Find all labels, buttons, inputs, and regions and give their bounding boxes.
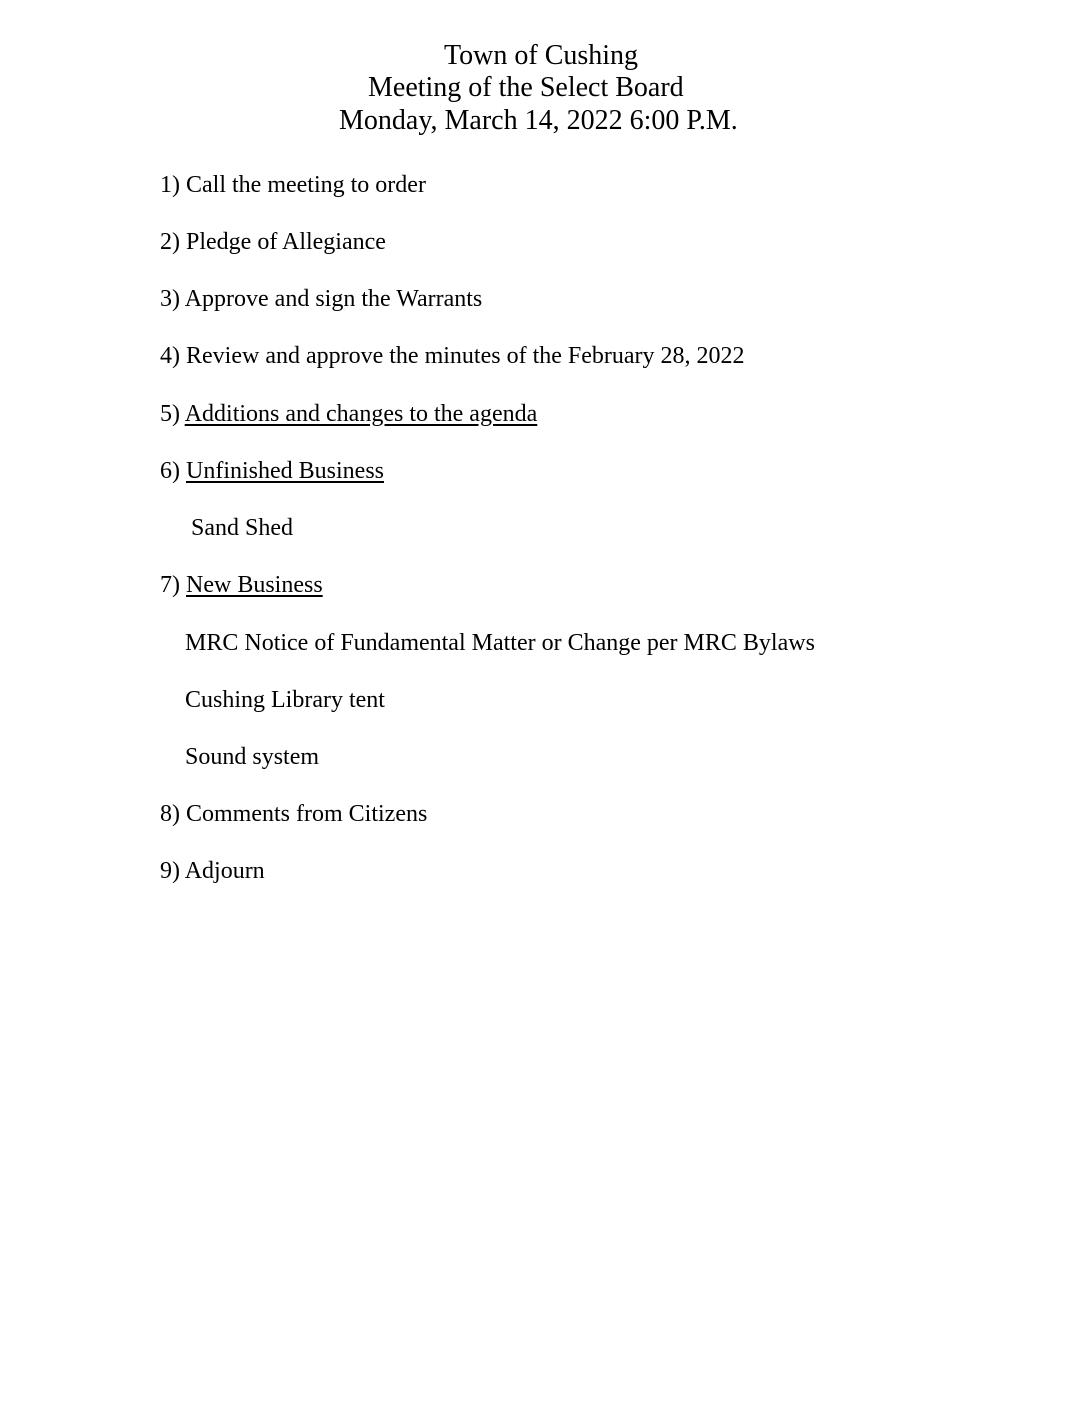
agenda-item-number: 7): [160, 572, 180, 598]
agenda-subitem-library-tent: Cushing Library tent: [185, 687, 385, 713]
agenda-item-8: [160, 800, 427, 828]
agenda-item-number: 9): [160, 858, 180, 884]
agenda-item-number: 3): [160, 286, 180, 312]
agenda-item-6: [160, 457, 384, 485]
agenda-item-text: Additions and changes to the agenda: [184, 401, 538, 427]
agenda-item-number: 5): [160, 401, 180, 427]
agenda-item-text: Pledge of Allegiance: [186, 229, 386, 255]
agenda-item-9: [160, 857, 265, 885]
agenda-item-number: 1): [160, 172, 180, 198]
meeting-datetime: Monday, March 14, 2022 6:00 P.M.: [339, 105, 738, 136]
agenda-item-text: Approve and sign the Warrants: [184, 286, 483, 312]
meeting-title: Meeting of the Select Board: [368, 72, 684, 103]
agenda-item-text: Adjourn: [184, 858, 265, 884]
agenda-item-number: 2): [160, 229, 180, 255]
agenda-item-text: New Business: [186, 572, 323, 598]
agenda-item-text: Comments from Citizens: [186, 801, 428, 827]
agenda-item-5: [160, 400, 537, 428]
agenda-item-1: [160, 171, 426, 199]
agenda-subitem-mrc-notice: MRC Notice of Fundamental Matter or Change per MRC Bylaws: [185, 630, 815, 656]
agenda-item-7: [160, 571, 323, 599]
town-title: Town of Cushing: [444, 40, 639, 71]
agenda-item-text: Unfinished Business: [186, 458, 384, 484]
agenda-subitem-sand-shed: Sand Shed: [191, 515, 293, 541]
agenda-item-4: [160, 342, 745, 370]
agenda-item-number: 8): [160, 801, 180, 827]
agenda-item-2: [160, 228, 386, 256]
agenda-item-3: [160, 285, 482, 313]
agenda-item-text: Review and approve the minutes of the February 28, 2022: [186, 343, 745, 369]
agenda-subitem-sound-system: Sound system: [185, 744, 320, 770]
agenda-item-number: 6): [160, 458, 180, 484]
agenda-item-text: Call the meeting to order: [186, 172, 426, 198]
agenda-item-number: 4): [160, 343, 180, 369]
